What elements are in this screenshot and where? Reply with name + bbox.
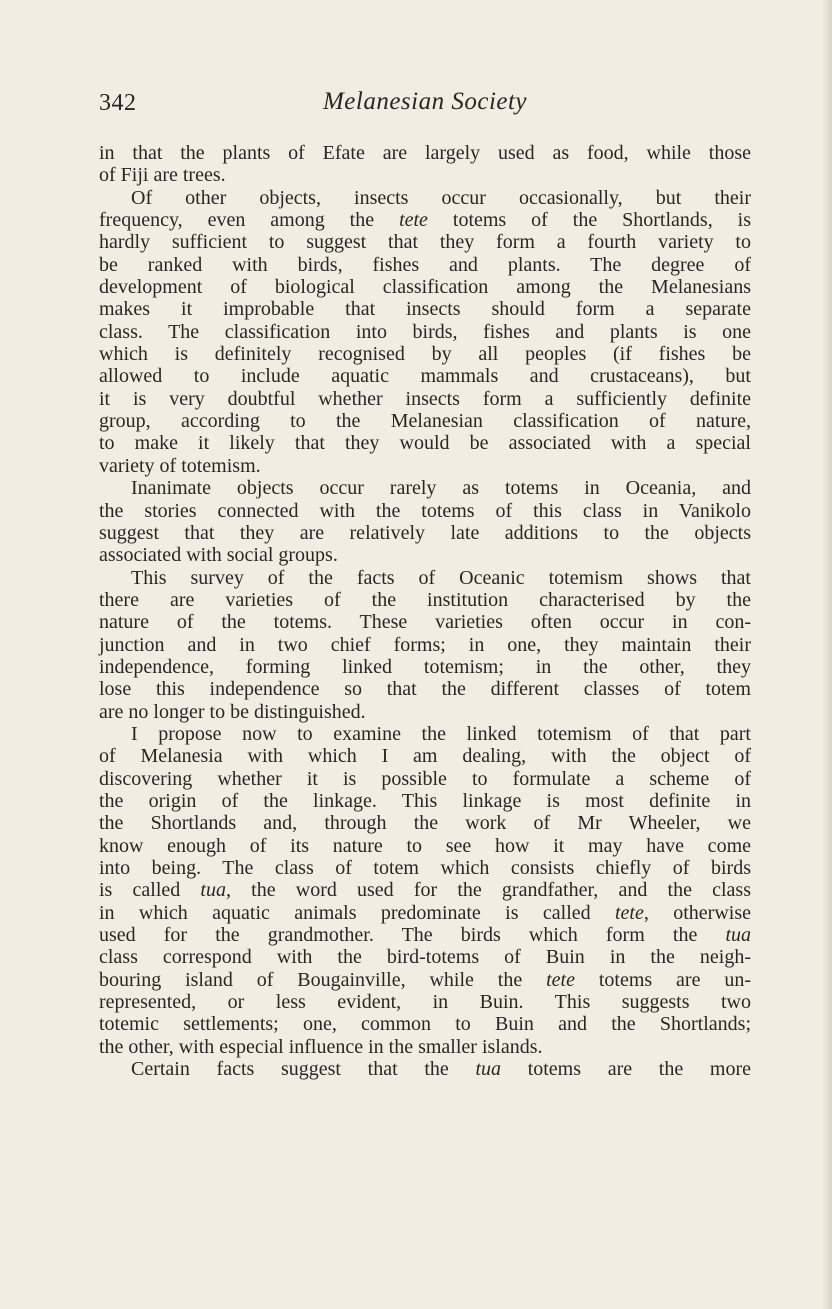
running-title: Melanesian Society [322,88,528,115]
text-segment: hardly sufficient to suggest that they form a fourth variety to [99,231,751,254]
text-segment: in which aquatic animals predominate is called [99,901,615,924]
text-segment: group, according to the Melanesian classification of nature, [99,410,751,433]
text-line [99,164,751,186]
text-line [99,723,751,745]
text-segment: makes it improbable that insects should form a separate [99,298,751,321]
text-segment: , otherwise [643,901,751,924]
text-segment: I propose now to examine the linked totemism of that part [131,722,751,745]
text-segment: junction and in two chief forms; in one, they maintain their [99,633,751,656]
text-line [99,745,751,767]
italic-term: tete [399,209,428,232]
text-segment: development of biological classification among the Melanesians [99,276,751,299]
text-segment: totemic settlements; one, common to Buin and the Shortlands; [99,1013,751,1036]
text-line [99,969,751,991]
text-line [99,522,751,544]
text-segment: know enough of its nature to see how it may have come [99,834,751,857]
text-segment: is called [99,879,201,902]
text-segment: totems of the Shortlands, is [427,209,751,232]
text-segment: This survey of the facts of Oceanic totemism shows that [131,566,751,589]
text-line [99,231,751,253]
text-segment: in that the plants of Efate are largely used as food, while those [99,142,751,164]
text-line [99,790,751,812]
text-segment: frequency, even among the [99,209,400,232]
italic-term: tua [725,924,751,947]
text-line [99,477,751,499]
text-segment: used for the grandmother. The birds which form the [99,924,726,947]
text-line [99,768,751,790]
text-segment: totems are un- [574,968,751,991]
text-segment: , the word used for the grandfather, and the class [225,879,751,902]
text-line [99,946,751,968]
text-line [99,187,751,209]
page-edge [822,0,832,1309]
text-line [99,991,751,1013]
text-segment: class correspond with the bird-totems of Buin in the neigh- [99,946,751,969]
text-segment: Of other objects, insects occur occasionally, but their [131,186,751,209]
text-segment: the origin of the linkage. This linkage is most definite in [99,789,751,812]
text-segment: independence, forming linked totemism; in the other, they [99,655,751,678]
text-line [99,879,751,901]
text-line [99,701,751,723]
text-segment: are no longer to be distinguished. [99,700,366,723]
text-line [99,343,751,365]
text-line [99,276,751,298]
text-line [99,544,751,566]
text-segment: represented, or less evident, in Buin. This suggests two [99,991,751,1014]
text-line [99,924,751,946]
text-line [99,656,751,678]
text-line [99,321,751,343]
text-line [99,902,751,924]
text-segment: totems are the more [501,1058,752,1081]
text-line [99,567,751,589]
text-segment: allowed to include aquatic mammals and crustaceans), but [99,365,751,388]
page-header [99,88,751,122]
text-segment: it is very doubtful whether insects form a sufficiently definite [99,387,751,410]
text-line [99,835,751,857]
text-segment: discovering whether it is possible to formulate a scheme of [99,767,751,790]
italic-term: tua [200,879,226,902]
italic-term: tua [475,1058,502,1081]
italic-term: tete [615,901,644,924]
page-number: 342 [99,90,137,116]
text-line [99,812,751,834]
text-line [99,254,751,276]
text-segment: suggest that they are relatively late additions to the objects [99,521,751,544]
body-text [99,142,751,1080]
text-line [99,634,751,656]
text-segment: into being. The class of totem which consists chiefly of birds [99,857,751,879]
text-line [99,589,751,611]
text-segment: Certain facts suggest that the [131,1058,476,1081]
text-segment: to make it likely that they would be associated with a special [99,432,751,455]
text-segment: Inanimate objects occur rarely as totems in Oceania, and [131,477,751,500]
text-line [99,365,751,387]
text-line [99,142,751,164]
text-segment: variety of totemism. [99,454,261,477]
text-segment: there are varieties of the institution characterised by the [99,588,751,611]
text-segment: be ranked with birds, fishes and plants. The degree of [99,253,751,276]
text-segment: nature of the totems. These varieties often occur in con- [99,611,751,634]
text-segment: associated with social groups. [99,544,338,567]
text-line [99,1058,751,1080]
text-segment: the other, with especial influence in the smaller islands. [99,1035,543,1058]
italic-term: tete [546,968,575,991]
text-line [99,209,751,231]
text-line [99,455,751,477]
text-segment: of Melanesia with which I am dealing, with the object of [99,745,751,768]
text-segment: which is definitely recognised by all peoples (if fishes be [99,343,751,366]
text-line [99,611,751,633]
text-line [99,500,751,522]
text-line [99,678,751,700]
text-segment: of Fiji are trees. [99,164,226,187]
text-segment: bouring island of Bougainville, while the [99,968,547,991]
text-line [99,388,751,410]
text-line [99,410,751,432]
text-line [99,1013,751,1035]
text-segment: class. The classification into birds, fishes and plants is one [99,320,751,343]
text-segment: lose this independence so that the different classes of totem [99,678,751,701]
text-line [99,857,751,879]
text-line [99,432,751,454]
text-segment: the stories connected with the totems of this class in Vanikolo [99,499,751,522]
text-line [99,298,751,320]
text-segment: the Shortlands and, through the work of Mr Wheeler, we [99,812,751,835]
text-line [99,1036,751,1058]
